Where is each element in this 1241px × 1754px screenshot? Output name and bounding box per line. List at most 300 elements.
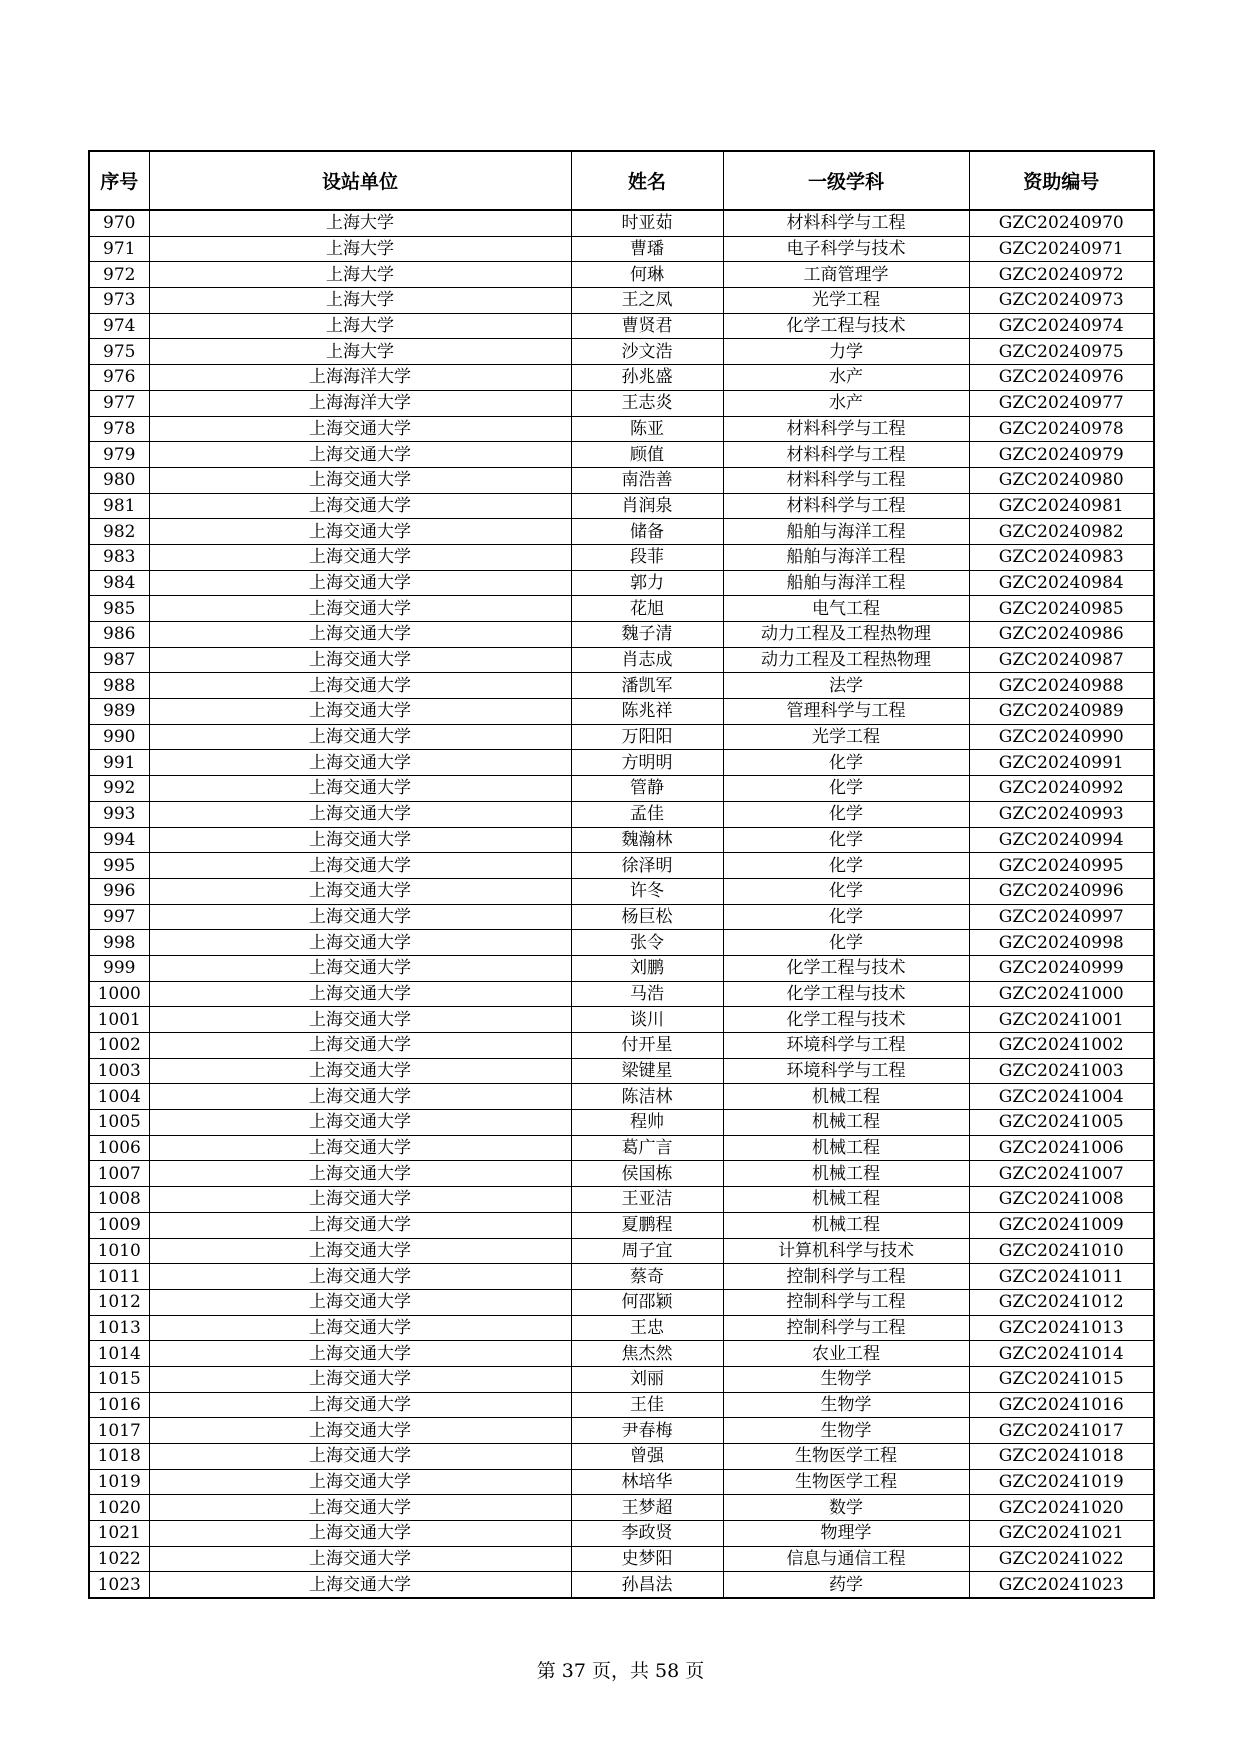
cell-name: 林培华: [571, 1469, 723, 1495]
cell-institution: 上海交通大学: [149, 1212, 571, 1238]
cell-name: 李政贤: [571, 1521, 723, 1547]
cell-name: 孙兆盛: [571, 365, 723, 391]
cell-institution: 上海交通大学: [149, 776, 571, 802]
cell-grant-id: GZC20240977: [969, 390, 1154, 416]
cell-name: 王梦超: [571, 1495, 723, 1521]
cell-index: 992: [89, 776, 149, 802]
cell-discipline: 船舶与海洋工程: [723, 544, 969, 570]
cell-grant-id: GZC20241011: [969, 1264, 1154, 1290]
cell-grant-id: GZC20240978: [969, 416, 1154, 442]
table-row: [89, 853, 1154, 879]
table-header: [89, 151, 1154, 210]
table-row: [89, 1110, 1154, 1136]
cell-institution: 上海大学: [149, 210, 571, 236]
cell-grant-id: GZC20241022: [969, 1546, 1154, 1572]
cell-grant-id: GZC20240980: [969, 467, 1154, 493]
cell-index: 1003: [89, 1058, 149, 1084]
cell-name: 王忠: [571, 1315, 723, 1341]
cell-grant-id: GZC20240973: [969, 288, 1154, 314]
cell-name: 方明明: [571, 750, 723, 776]
cell-name: 焦杰然: [571, 1341, 723, 1367]
table-row: [89, 570, 1154, 596]
cell-discipline: 化学: [723, 904, 969, 930]
cell-name: 许冬: [571, 878, 723, 904]
cell-discipline: 电子科学与技术: [723, 236, 969, 262]
cell-discipline: 控制科学与工程: [723, 1289, 969, 1315]
cell-index: 1021: [89, 1521, 149, 1547]
cell-discipline: 数学: [723, 1495, 969, 1521]
cell-grant-id: GZC20241007: [969, 1161, 1154, 1187]
cell-institution: 上海交通大学: [149, 519, 571, 545]
cell-institution: 上海大学: [149, 288, 571, 314]
cell-name: 夏鹏程: [571, 1212, 723, 1238]
cell-grant-id: GZC20241005: [969, 1110, 1154, 1136]
cell-institution: 上海交通大学: [149, 1007, 571, 1033]
cell-grant-id: GZC20240992: [969, 776, 1154, 802]
cell-name: 魏瀚林: [571, 827, 723, 853]
cell-index: 1020: [89, 1495, 149, 1521]
cell-name: 曹璠: [571, 236, 723, 262]
cell-grant-id: GZC20240991: [969, 750, 1154, 776]
cell-name: 郭力: [571, 570, 723, 596]
cell-grant-id: GZC20240971: [969, 236, 1154, 262]
cell-index: 1017: [89, 1418, 149, 1444]
cell-name: 马浩: [571, 981, 723, 1007]
table-row: [89, 210, 1154, 236]
cell-grant-id: GZC20241003: [969, 1058, 1154, 1084]
cell-institution: 上海交通大学: [149, 493, 571, 519]
table-row: [89, 1033, 1154, 1059]
cell-index: 1000: [89, 981, 149, 1007]
cell-name: 陈亚: [571, 416, 723, 442]
cell-index: 998: [89, 930, 149, 956]
cell-institution: 上海交通大学: [149, 1058, 571, 1084]
cell-index: 980: [89, 467, 149, 493]
cell-discipline: 生物医学工程: [723, 1469, 969, 1495]
cell-grant-id: GZC20241014: [969, 1341, 1154, 1367]
cell-name: 陈洁林: [571, 1084, 723, 1110]
cell-discipline: 化学工程与技术: [723, 313, 969, 339]
cell-grant-id: GZC20240985: [969, 596, 1154, 622]
cell-discipline: 化学: [723, 930, 969, 956]
cell-index: 991: [89, 750, 149, 776]
cell-index: 1012: [89, 1289, 149, 1315]
table-row: [89, 955, 1154, 981]
col-header-grant-id: 资助编号: [969, 151, 1154, 210]
cell-grant-id: GZC20241019: [969, 1469, 1154, 1495]
cell-institution: 上海交通大学: [149, 1110, 571, 1136]
cell-index: 1014: [89, 1341, 149, 1367]
cell-discipline: 控制科学与工程: [723, 1264, 969, 1290]
table-row: [89, 1161, 1154, 1187]
cell-index: 1018: [89, 1444, 149, 1470]
table-row: [89, 390, 1154, 416]
table-row: [89, 1264, 1154, 1290]
cell-discipline: 船舶与海洋工程: [723, 570, 969, 596]
cell-name: 王亚洁: [571, 1187, 723, 1213]
cell-name: 曹贤君: [571, 313, 723, 339]
cell-name: 王之凤: [571, 288, 723, 314]
cell-institution: 上海交通大学: [149, 596, 571, 622]
cell-discipline: 信息与通信工程: [723, 1546, 969, 1572]
table-row: [89, 904, 1154, 930]
table-row: [89, 1418, 1154, 1444]
cell-index: 1004: [89, 1084, 149, 1110]
cell-grant-id: GZC20241010: [969, 1238, 1154, 1264]
cell-institution: 上海交通大学: [149, 1033, 571, 1059]
cell-index: 1015: [89, 1366, 149, 1392]
cell-name: 付开星: [571, 1033, 723, 1059]
cell-grant-id: GZC20240988: [969, 673, 1154, 699]
cell-index: 975: [89, 339, 149, 365]
cell-grant-id: GZC20240987: [969, 647, 1154, 673]
cell-grant-id: GZC20241004: [969, 1084, 1154, 1110]
cell-institution: 上海交通大学: [149, 699, 571, 725]
table-row: [89, 596, 1154, 622]
cell-grant-id: GZC20240986: [969, 622, 1154, 648]
col-header-discipline: 一级学科: [723, 151, 969, 210]
cell-grant-id: GZC20240999: [969, 955, 1154, 981]
table-row: [89, 467, 1154, 493]
cell-discipline: 水产: [723, 365, 969, 391]
cell-grant-id: GZC20241017: [969, 1418, 1154, 1444]
table-row: [89, 981, 1154, 1007]
cell-name: 曾强: [571, 1444, 723, 1470]
cell-index: 994: [89, 827, 149, 853]
cell-discipline: 水产: [723, 390, 969, 416]
cell-institution: 上海交通大学: [149, 904, 571, 930]
cell-discipline: 生物医学工程: [723, 1444, 969, 1470]
cell-grant-id: GZC20240996: [969, 878, 1154, 904]
cell-institution: 上海海洋大学: [149, 390, 571, 416]
cell-discipline: 机械工程: [723, 1084, 969, 1110]
table-row: [89, 288, 1154, 314]
cell-grant-id: GZC20240981: [969, 493, 1154, 519]
cell-index: 977: [89, 390, 149, 416]
cell-name: 谈川: [571, 1007, 723, 1033]
cell-index: 982: [89, 519, 149, 545]
table-row: [89, 313, 1154, 339]
cell-index: 984: [89, 570, 149, 596]
cell-name: 徐泽明: [571, 853, 723, 879]
table-row: [89, 493, 1154, 519]
table-row: [89, 622, 1154, 648]
table-row: [89, 1289, 1154, 1315]
table-row: [89, 776, 1154, 802]
cell-discipline: 环境科学与工程: [723, 1058, 969, 1084]
cell-grant-id: GZC20241018: [969, 1444, 1154, 1470]
table-row: [89, 750, 1154, 776]
cell-discipline: 材料科学与工程: [723, 493, 969, 519]
cell-institution: 上海交通大学: [149, 1418, 571, 1444]
header-row: [89, 151, 1154, 210]
cell-institution: 上海交通大学: [149, 930, 571, 956]
cell-name: 储备: [571, 519, 723, 545]
cell-discipline: 光学工程: [723, 288, 969, 314]
cell-name: 时亚茹: [571, 210, 723, 236]
cell-name: 肖润泉: [571, 493, 723, 519]
table-row: [89, 519, 1154, 545]
page-footer: 第 37 页，共 58 页: [536, 1660, 705, 1682]
cell-grant-id: GZC20240995: [969, 853, 1154, 879]
cell-discipline: 控制科学与工程: [723, 1315, 969, 1341]
cell-grant-id: GZC20240976: [969, 365, 1154, 391]
cell-index: 983: [89, 544, 149, 570]
cell-grant-id: GZC20240998: [969, 930, 1154, 956]
cell-index: 997: [89, 904, 149, 930]
cell-discipline: 化学: [723, 801, 969, 827]
cell-name: 魏子清: [571, 622, 723, 648]
cell-institution: 上海交通大学: [149, 1187, 571, 1213]
cell-institution: 上海交通大学: [149, 1444, 571, 1470]
cell-grant-id: GZC20241008: [969, 1187, 1154, 1213]
table-row: [89, 544, 1154, 570]
cell-grant-id: GZC20240982: [969, 519, 1154, 545]
cell-institution: 上海交通大学: [149, 570, 571, 596]
cell-grant-id: GZC20240997: [969, 904, 1154, 930]
cell-name: 梁键星: [571, 1058, 723, 1084]
cell-discipline: 材料科学与工程: [723, 442, 969, 468]
cell-discipline: 化学: [723, 776, 969, 802]
cell-discipline: 力学: [723, 339, 969, 365]
table-row: [89, 1238, 1154, 1264]
cell-name: 王佳: [571, 1392, 723, 1418]
col-header-institution: 设站单位: [149, 151, 571, 210]
cell-index: 986: [89, 622, 149, 648]
cell-institution: 上海交通大学: [149, 1521, 571, 1547]
cell-name: 王志炎: [571, 390, 723, 416]
table-row: [89, 1315, 1154, 1341]
cell-index: 1001: [89, 1007, 149, 1033]
table-row: [89, 1187, 1154, 1213]
cell-discipline: 管理科学与工程: [723, 699, 969, 725]
cell-name: 潘凯军: [571, 673, 723, 699]
cell-grant-id: GZC20240979: [969, 442, 1154, 468]
cell-institution: 上海交通大学: [149, 1161, 571, 1187]
cell-grant-id: GZC20241013: [969, 1315, 1154, 1341]
table-row: [89, 365, 1154, 391]
cell-discipline: 化学工程与技术: [723, 981, 969, 1007]
cell-institution: 上海交通大学: [149, 673, 571, 699]
cell-discipline: 机械工程: [723, 1212, 969, 1238]
cell-index: 976: [89, 365, 149, 391]
cell-name: 史梦阳: [571, 1546, 723, 1572]
cell-index: 996: [89, 878, 149, 904]
cell-index: 972: [89, 262, 149, 288]
cell-grant-id: GZC20240990: [969, 724, 1154, 750]
cell-index: 988: [89, 673, 149, 699]
cell-institution: 上海交通大学: [149, 724, 571, 750]
cell-index: 985: [89, 596, 149, 622]
table-row: [89, 262, 1154, 288]
cell-discipline: 机械工程: [723, 1135, 969, 1161]
cell-name: 孟佳: [571, 801, 723, 827]
cell-index: 1023: [89, 1572, 149, 1598]
cell-institution: 上海大学: [149, 339, 571, 365]
cell-institution: 上海交通大学: [149, 1135, 571, 1161]
cell-index: 1005: [89, 1110, 149, 1136]
cell-discipline: 材料科学与工程: [723, 210, 969, 236]
cell-institution: 上海交通大学: [149, 544, 571, 570]
cell-index: 1011: [89, 1264, 149, 1290]
cell-index: 1007: [89, 1161, 149, 1187]
table-row: [89, 1546, 1154, 1572]
cell-index: 974: [89, 313, 149, 339]
cell-institution: 上海交通大学: [149, 878, 571, 904]
cell-discipline: 环境科学与工程: [723, 1033, 969, 1059]
cell-index: 1009: [89, 1212, 149, 1238]
cell-institution: 上海交通大学: [149, 416, 571, 442]
table-row: [89, 1521, 1154, 1547]
cell-institution: 上海交通大学: [149, 750, 571, 776]
cell-discipline: 农业工程: [723, 1341, 969, 1367]
table-row: [89, 1444, 1154, 1470]
cell-discipline: 光学工程: [723, 724, 969, 750]
cell-institution: 上海交通大学: [149, 853, 571, 879]
table-row: [89, 699, 1154, 725]
cell-institution: 上海交通大学: [149, 1341, 571, 1367]
cell-grant-id: GZC20241012: [969, 1289, 1154, 1315]
cell-name: 何邵颖: [571, 1289, 723, 1315]
cell-name: 刘鹏: [571, 955, 723, 981]
cell-institution: 上海交通大学: [149, 981, 571, 1007]
cell-discipline: 化学: [723, 878, 969, 904]
cell-index: 990: [89, 724, 149, 750]
table-row: [89, 801, 1154, 827]
cell-index: 981: [89, 493, 149, 519]
cell-index: 1006: [89, 1135, 149, 1161]
table-row: [89, 1572, 1154, 1598]
cell-name: 张令: [571, 930, 723, 956]
cell-institution: 上海交通大学: [149, 1238, 571, 1264]
cell-grant-id: GZC20240970: [969, 210, 1154, 236]
table-row: [89, 724, 1154, 750]
cell-institution: 上海交通大学: [149, 801, 571, 827]
cell-discipline: 机械工程: [723, 1161, 969, 1187]
cell-index: 970: [89, 210, 149, 236]
cell-institution: 上海交通大学: [149, 1366, 571, 1392]
cell-index: 1010: [89, 1238, 149, 1264]
cell-institution: 上海交通大学: [149, 1546, 571, 1572]
cell-name: 沙文浩: [571, 339, 723, 365]
cell-institution: 上海交通大学: [149, 1495, 571, 1521]
table-row: [89, 1366, 1154, 1392]
cell-discipline: 化学工程与技术: [723, 1007, 969, 1033]
cell-institution: 上海交通大学: [149, 1315, 571, 1341]
cell-institution: 上海交通大学: [149, 622, 571, 648]
cell-name: 蔡奇: [571, 1264, 723, 1290]
cell-grant-id: GZC20241006: [969, 1135, 1154, 1161]
cell-institution: 上海交通大学: [149, 1572, 571, 1598]
cell-name: 管静: [571, 776, 723, 802]
table-body: [89, 210, 1154, 1598]
cell-index: 987: [89, 647, 149, 673]
cell-name: 杨巨松: [571, 904, 723, 930]
cell-name: 南浩善: [571, 467, 723, 493]
cell-grant-id: GZC20240972: [969, 262, 1154, 288]
cell-grant-id: GZC20241000: [969, 981, 1154, 1007]
cell-grant-id: GZC20241009: [969, 1212, 1154, 1238]
cell-institution: 上海交通大学: [149, 1289, 571, 1315]
cell-name: 肖志成: [571, 647, 723, 673]
table-row: [89, 673, 1154, 699]
cell-institution: 上海大学: [149, 236, 571, 262]
cell-discipline: 生物学: [723, 1418, 969, 1444]
cell-name: 何琳: [571, 262, 723, 288]
cell-name: 陈兆祥: [571, 699, 723, 725]
cell-discipline: 机械工程: [723, 1110, 969, 1136]
cell-discipline: 生物学: [723, 1392, 969, 1418]
cell-index: 1022: [89, 1546, 149, 1572]
cell-grant-id: GZC20240994: [969, 827, 1154, 853]
cell-discipline: 化学: [723, 827, 969, 853]
cell-institution: 上海交通大学: [149, 1264, 571, 1290]
cell-name: 程帅: [571, 1110, 723, 1136]
cell-name: 万阳阳: [571, 724, 723, 750]
table-row: [89, 1084, 1154, 1110]
table-row: [89, 1212, 1154, 1238]
table-row: [89, 1341, 1154, 1367]
cell-grant-id: GZC20240974: [969, 313, 1154, 339]
cell-institution: 上海交通大学: [149, 1392, 571, 1418]
table-row: [89, 339, 1154, 365]
cell-grant-id: GZC20241002: [969, 1033, 1154, 1059]
table-row: [89, 1495, 1154, 1521]
table-row: [89, 416, 1154, 442]
cell-discipline: 化学: [723, 750, 969, 776]
cell-institution: 上海交通大学: [149, 467, 571, 493]
cell-institution: 上海大学: [149, 313, 571, 339]
col-header-index: 序号: [89, 151, 149, 210]
cell-discipline: 工商管理学: [723, 262, 969, 288]
table-row: [89, 1007, 1154, 1033]
cell-index: 993: [89, 801, 149, 827]
cell-name: 孙昌法: [571, 1572, 723, 1598]
cell-discipline: 船舶与海洋工程: [723, 519, 969, 545]
cell-index: 995: [89, 853, 149, 879]
cell-discipline: 法学: [723, 673, 969, 699]
cell-institution: 上海交通大学: [149, 647, 571, 673]
cell-index: 979: [89, 442, 149, 468]
cell-index: 1002: [89, 1033, 149, 1059]
cell-index: 978: [89, 416, 149, 442]
cell-institution: 上海交通大学: [149, 442, 571, 468]
table-row: [89, 827, 1154, 853]
cell-grant-id: GZC20241016: [969, 1392, 1154, 1418]
cell-grant-id: GZC20241020: [969, 1495, 1154, 1521]
cell-index: 971: [89, 236, 149, 262]
cell-grant-id: GZC20240975: [969, 339, 1154, 365]
cell-grant-id: GZC20240983: [969, 544, 1154, 570]
cell-institution: 上海交通大学: [149, 1469, 571, 1495]
table-row: [89, 1469, 1154, 1495]
cell-grant-id: GZC20240984: [969, 570, 1154, 596]
cell-discipline: 材料科学与工程: [723, 467, 969, 493]
cell-name: 侯国栋: [571, 1161, 723, 1187]
cell-name: 尹春梅: [571, 1418, 723, 1444]
cell-institution: 上海交通大学: [149, 1084, 571, 1110]
cell-discipline: 动力工程及工程热物理: [723, 647, 969, 673]
cell-grant-id: GZC20241023: [969, 1572, 1154, 1598]
cell-discipline: 计算机科学与技术: [723, 1238, 969, 1264]
cell-index: 1016: [89, 1392, 149, 1418]
cell-grant-id: GZC20241021: [969, 1521, 1154, 1547]
cell-index: 1008: [89, 1187, 149, 1213]
cell-grant-id: GZC20241015: [969, 1366, 1154, 1392]
cell-discipline: 动力工程及工程热物理: [723, 622, 969, 648]
cell-institution: 上海大学: [149, 262, 571, 288]
cell-discipline: 机械工程: [723, 1187, 969, 1213]
